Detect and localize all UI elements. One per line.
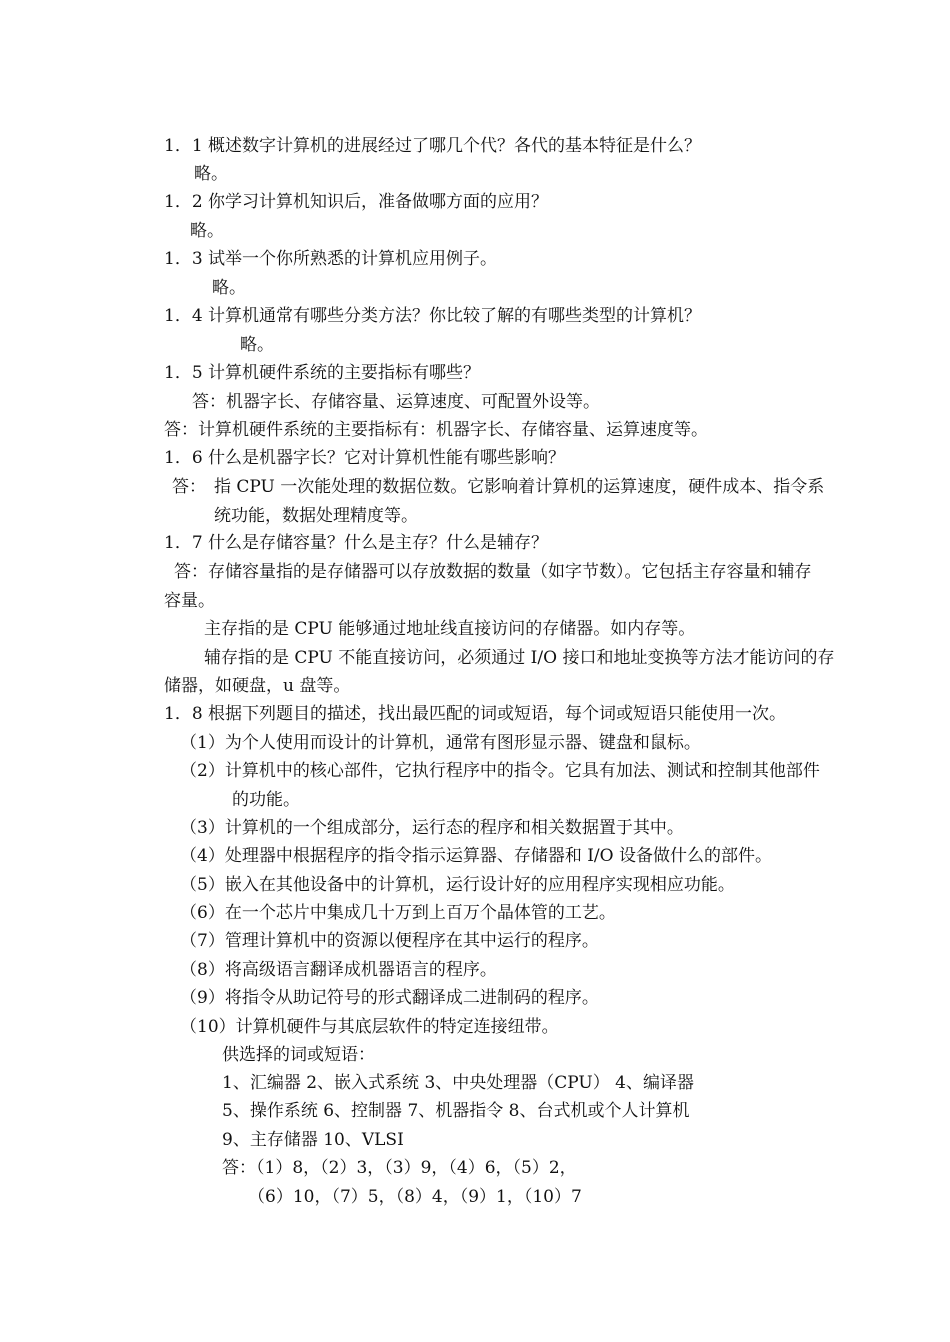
question-1-7: 1．7 什么是存储容量？什么是主存？什么是辅存？ [164, 533, 549, 553]
item-10: （10）计算机硬件与其底层软件的特定连接纽带。 [180, 1017, 559, 1037]
question-1-5: 1．5 计算机硬件系统的主要指标有哪些？ [164, 363, 481, 383]
item-8: （8）将高级语言翻译成机器语言的程序。 [180, 960, 497, 980]
answer-1-5-a: 答：机器字长、存储容量、运算速度、可配置外设等。 [192, 392, 600, 412]
answer-1-6-line-2: 统功能，数据处理精度等。 [214, 506, 418, 526]
answer-1-1: 略。 [194, 164, 228, 184]
item-2-line-2: 的功能。 [232, 790, 300, 810]
question-1-2: 1．2 你学习计算机知识后，准备做哪方面的应用？ [164, 192, 549, 212]
question-1-6: 1．6 什么是机器字长？它对计算机性能有哪些影响？ [164, 448, 566, 468]
choices-title: 供选择的词或短语： [222, 1045, 375, 1065]
answer-1-2: 略。 [190, 221, 224, 241]
answer-1-6-line-1: 指 CPU 一次能处理的数据位数。它影响着计算机的运算速度，硬件成本、指令系 [214, 477, 825, 497]
question-1-4: 1．4 计算机通常有哪些分类方法？你比较了解的有哪些类型的计算机？ [164, 306, 702, 326]
item-2-line-1: （2）计算机中的核心部件，它执行程序中的指令。它具有加法、测试和控制其他部件 [180, 761, 820, 781]
answer-1-7-line-5: 储器，如硬盘，u 盘等。 [164, 676, 351, 696]
answer-1-3: 略。 [212, 278, 246, 298]
answer-1-4: 略。 [240, 335, 274, 355]
answer-1-7-line-2: 容量。 [164, 591, 215, 611]
choices-line-2: 5、操作系统 6、控制器 7、机器指令 8、台式机或个人计算机 [222, 1101, 690, 1121]
choices-line-1: 1、汇编器 2、嵌入式系统 3、中央处理器（CPU） 4、编译器 [222, 1073, 694, 1093]
item-1: （1）为个人使用而设计的计算机，通常有图形显示器、键盘和鼠标。 [180, 733, 701, 753]
answer-1-8-line-1: 答：（1）8，（2）3，（3）9，（4）6，（5）2， [222, 1158, 577, 1178]
answer-1-6-label: 答： [172, 477, 206, 497]
question-1-1: 1．1 概述数字计算机的进展经过了哪几个代？各代的基本特征是什么？ [164, 136, 702, 156]
answer-1-7-line-4: 辅存指的是 CPU 不能直接访问，必须通过 I/O 接口和地址变换等方法才能访问的存 [204, 648, 835, 668]
answer-1-7-line-1: 答：存储容量指的是存储器可以存放数据的数量（如字节数）。它包括主存容量和辅存 [174, 562, 812, 582]
question-1-8: 1．8 根据下列题目的描述，找出最匹配的词或短语，每个词或短语只能使用一次。 [164, 704, 787, 724]
answer-1-8-line-2: （6）10，（7）5，（8）4，（9）1，（10）7 [248, 1187, 582, 1207]
item-4: （4）处理器中根据程序的指令指示运算器、存储器和 I/O 设备做什么的部件。 [180, 846, 773, 866]
item-3: （3）计算机的一个组成部分，运行态的程序和相关数据置于其中。 [180, 818, 684, 838]
choices-line-3: 9、主存储器 10、VLSI [222, 1130, 404, 1150]
question-1-3: 1．3 试举一个你所熟悉的计算机应用例子。 [164, 249, 498, 269]
answer-1-7-line-3: 主存指的是 CPU 能够通过地址线直接访问的存储器。如内存等。 [204, 619, 696, 639]
answer-1-5-b: 答：计算机硬件系统的主要指标有：机器字长、存储容量、运算速度等。 [164, 420, 708, 440]
item-6: （6）在一个芯片中集成几十万到上百万个晶体管的工艺。 [180, 903, 616, 923]
item-5: （5）嵌入在其他设备中的计算机，运行设计好的应用程序实现相应功能。 [180, 875, 735, 895]
item-7: （7）管理计算机中的资源以便程序在其中运行的程序。 [180, 931, 599, 951]
item-9: （9）将指令从助记符号的形式翻译成二进制码的程序。 [180, 988, 599, 1008]
